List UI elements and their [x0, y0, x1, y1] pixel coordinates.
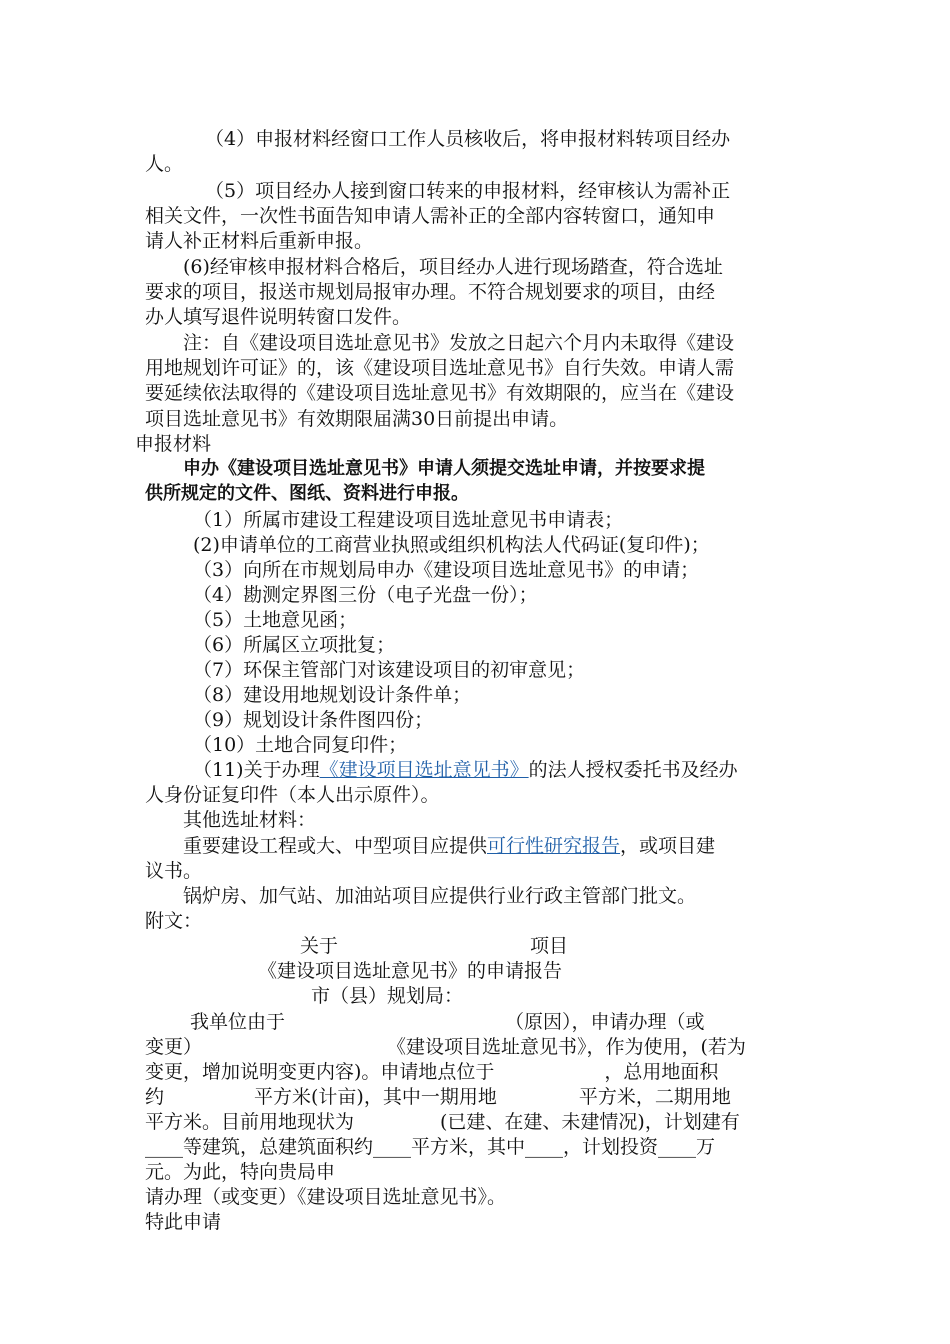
- material-item-9: （9）规划设计条件图四份；: [193, 709, 434, 731]
- material-item-7: （7）环保主管部门对该建设项目的初审意见；: [193, 659, 586, 681]
- paragraph-6-line-2: 要求的项目，报送市规划局报审办理。不符合规划要求的项目，由经: [145, 281, 716, 303]
- paragraph-6-line-1: (6)经审核申报材料合格后，项目经办人进行现场踏查，符合选址: [183, 256, 723, 278]
- application-line-3: [145, 1059, 810, 1085]
- app-line-3-b: ，总用地面积: [604, 1061, 719, 1083]
- other-material-1-line-2: 议书。: [145, 860, 203, 882]
- other-1-suffix: ，或项目建: [620, 835, 716, 857]
- paragraph-4-line-1: （4）申报材料经窗口工作人员核收后，将申报材料转项目经办: [205, 128, 731, 150]
- material-item-10: （10）土地合同复印件；: [193, 734, 408, 756]
- site-opinion-link[interactable]: 《建设项目选址意见书》: [319, 759, 529, 781]
- application-line-7: 元。为此，特向贵局申: [145, 1161, 336, 1183]
- report-title-line-2: 《建设项目选址意见书》的申请报告: [258, 960, 563, 982]
- app-line-3-a: 变更，增加说明变更内容)。申请地点位于: [145, 1061, 495, 1083]
- application-line-5: [145, 1109, 810, 1135]
- feasibility-report-link[interactable]: 可行性研究报告: [487, 835, 621, 857]
- materials-intro-line-2: 供所规定的文件、图纸、资料进行申报。: [145, 483, 469, 504]
- application-line-1: [190, 1009, 855, 1035]
- material-item-6: （6）所属区立项批复；: [193, 634, 396, 656]
- app-line-1-a: 我单位由于: [190, 1011, 286, 1033]
- paragraph-5-line-3: 请人补正材料后重新申报。: [145, 230, 374, 252]
- app-line-5-b: (已建、在建、未建情况)，计划建有: [440, 1111, 740, 1133]
- app-line-4-c: 平方米，二期用地: [578, 1086, 731, 1108]
- other-material-2: 锅炉房、加气站、加油站项目应提供行业行政主管部门批文。: [183, 885, 697, 907]
- report-title-line-1: [300, 933, 950, 959]
- material-item-1: （1）所属市建设工程建设项目选址意见书申请表；: [193, 509, 624, 531]
- item-11-suffix: 的法人授权委托书及经办: [528, 759, 738, 781]
- material-item-8: （8）建设用地规划设计条件单；: [193, 684, 472, 706]
- closing-line: 特此申请: [145, 1211, 222, 1233]
- paragraph-5-line-2: 相关文件，一次性书面告知申请人需补正的全部内容转窗口，通知申: [145, 205, 716, 227]
- material-item-3: （3）向所在市规划局申办《建设项目选址意见书》的申请；: [193, 559, 700, 581]
- material-item-2: (2)申请单位的工商营业执照或组织机构法人代码证(复印件)；: [193, 534, 710, 556]
- other-1-prefix: 重要建设工程或大、中型项目应提供: [183, 835, 488, 857]
- appendix-label: 附文：: [145, 910, 203, 932]
- paragraph-4-line-2: 人。: [145, 153, 184, 175]
- note-line-2: 用地规划许可证》的，该《建设项目选址意见书》自行失效。申请人需: [145, 357, 735, 379]
- app-line-2-a: 变更）: [145, 1036, 203, 1058]
- app-line-1-b: （原因），申请办理（或: [505, 1011, 705, 1033]
- application-line-8: 请办理（或变更）《建设项目选址意见书》。: [145, 1186, 507, 1208]
- note-line-1: 注：自《建设项目选址意见书》发放之日起六个月内未取得《建设: [183, 332, 735, 354]
- paragraph-5-line-1: （5）项目经办人接到窗口转来的申报材料，经审核认为需补正: [205, 180, 731, 202]
- application-line-4: [145, 1084, 810, 1110]
- title-project: 项目: [530, 935, 569, 957]
- app-line-5-a: 平方米。目前用地现状为: [145, 1111, 355, 1133]
- title-about: 关于: [300, 935, 339, 957]
- app-line-4-b: 平方米(计亩)，其中一期用地: [254, 1086, 497, 1108]
- app-line-4-a: 约: [145, 1086, 165, 1108]
- app-line-2-b: 《建设项目选址意见书》，作为使用，(若为: [387, 1036, 746, 1058]
- application-line-6: ____等建筑，总建筑面积约____平方米，其中____，计划投资____万: [145, 1136, 716, 1158]
- material-item-11-line-1: [193, 757, 858, 783]
- material-item-4: （4）勘测定界图三份（电子光盘一份）；: [193, 584, 538, 606]
- materials-heading: 申报材料: [135, 433, 212, 455]
- item-11-prefix: （11)关于办理: [193, 759, 320, 781]
- materials-intro-line-1: 申办《建设项目选址意见书》申请人须提交选址申请，并按要求提: [183, 458, 705, 479]
- material-item-5: （5）土地意见函；: [193, 609, 358, 631]
- paragraph-6-line-3: 办人填写退件说明转窗口发件。: [145, 306, 412, 328]
- note-line-3: 要延续依法取得的《建设项目选址意见书》有效期限的，应当在《建设: [145, 382, 735, 404]
- material-item-11-line-2: 人身份证复印件（本人出示原件）。: [145, 784, 440, 806]
- note-line-4: 项目选址意见书》有效期限届满30日前提出申请。: [145, 408, 569, 430]
- addressee: 市（县）规划局：: [311, 985, 464, 1007]
- application-line-2: [145, 1034, 810, 1060]
- other-material-1-line-1: [183, 833, 848, 859]
- other-materials-heading: 其他选址材料：: [183, 809, 317, 831]
